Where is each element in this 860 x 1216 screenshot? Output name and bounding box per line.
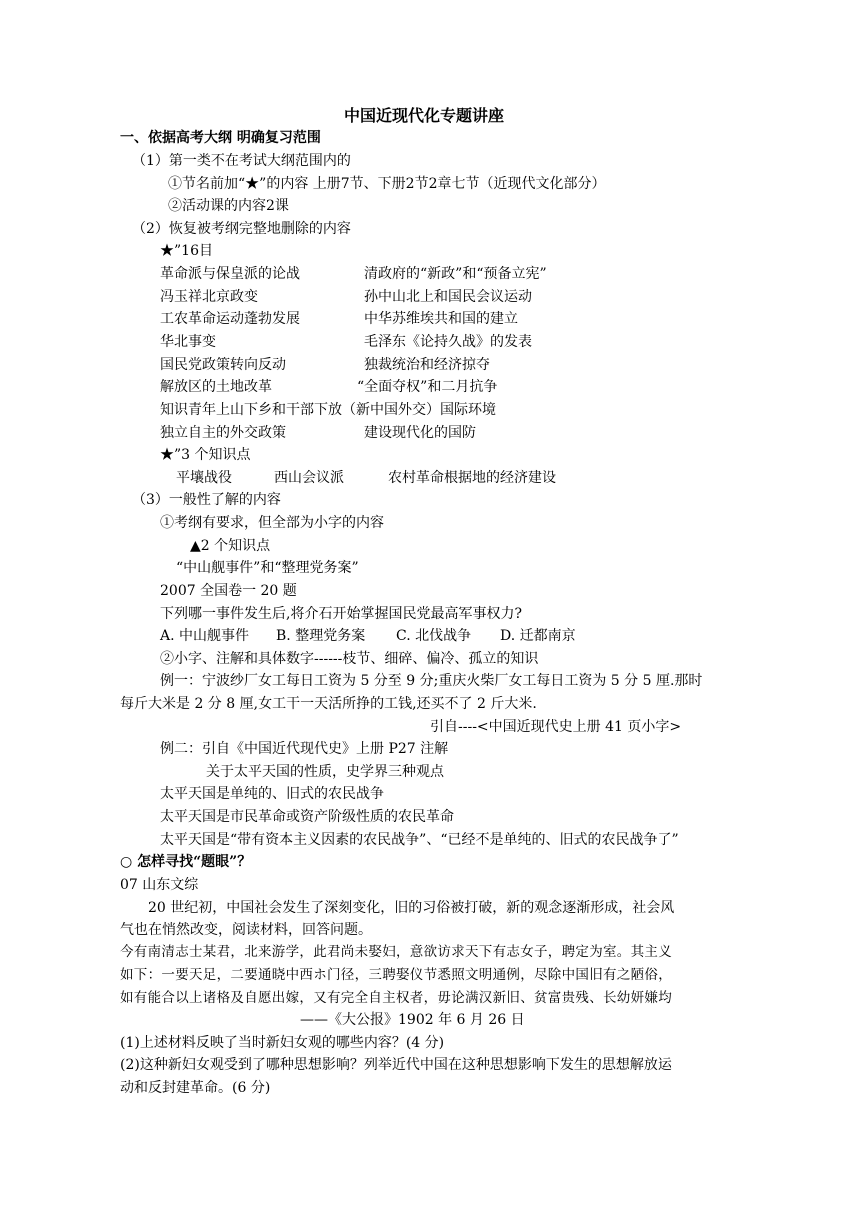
deleted-item: 孙中山北上和国民会议运动 bbox=[364, 289, 532, 305]
example-1-source: 引自----<中国近现代史上册 41 页小字> bbox=[430, 719, 682, 735]
deleted-item: 革命派与保皇派的论战 bbox=[160, 266, 300, 282]
deleted-item: 独立自主的外交政策 bbox=[160, 425, 286, 441]
section-heading-1: 一、依据高考大纲 明确复习范围 bbox=[120, 130, 321, 146]
deleted-item: 解放区的土地改革 bbox=[160, 379, 272, 395]
deleted-item: 毛泽东《论持久战》的发表 bbox=[364, 334, 532, 350]
question-1: (1)上述材料反映了当时新妇女观的哪些内容？(4 分) bbox=[120, 1035, 445, 1051]
knowledge-point: 西山会议派 bbox=[274, 470, 344, 486]
example-1-line-1: 例一：宁波纱厂女工每日工资为 5 分至 9 分;重庆火柴厂女工每日工资为 5 分 5 厘.那时 bbox=[160, 673, 703, 689]
option-c: C. 北伐战争 bbox=[396, 628, 472, 644]
intro-line-2: 气也在悄然改变，阅读材料，回答问题。 bbox=[120, 922, 372, 938]
exam-reference-2: 07 山东文综 bbox=[120, 877, 199, 893]
triangle-heading: ▲2 个知识点 bbox=[190, 538, 271, 554]
deleted-item: 工农革命运动蓬勃发展 bbox=[160, 311, 300, 327]
question-2-line-2: 动和反封建革命。(6 分) bbox=[120, 1080, 271, 1096]
deleted-item: 国民党政策转向反动 bbox=[160, 357, 286, 373]
view-item: 太平天国是单纯的、旧式的农民战争 bbox=[160, 786, 384, 802]
material-source: ——《大公报》1902 年 6 月 26 日 bbox=[300, 1012, 525, 1028]
part-2-label: （2）恢复被考纲完整地删除的内容 bbox=[132, 221, 351, 237]
deleted-item: 中华苏维埃共和国的建立 bbox=[364, 311, 518, 327]
deleted-item: “全面夺权”和二月抗争 bbox=[357, 379, 498, 395]
knowledge-point: 农村革命根据地的经济建设 bbox=[388, 470, 556, 486]
part-1-label: （1）第一类不在考试大纲范围内的 bbox=[132, 153, 351, 169]
part-3-item-2: ②小字、注解和具体数字------枝节、细碎、偏冷、孤立的知识 bbox=[160, 651, 539, 667]
option-a: A. 中山舰事件 bbox=[160, 628, 250, 644]
option-b: B. 整理党务案 bbox=[276, 628, 366, 644]
intro-line-1: 20 世纪初，中国社会发生了深刻变化，旧的习俗被打破，新的观念逐渐形成，社会风 bbox=[148, 900, 675, 916]
question-2-line-1: (2)这种新妇女观受到了哪种思想影响？列举近代中国在这种思想影响下发生的思想解放运 bbox=[120, 1057, 672, 1073]
view-item: 太平天国是“带有资本主义因素的农民战争”、“已经不是单纯的、旧式的农民战争了” bbox=[160, 832, 679, 848]
deleted-item: 知识青年上山下乡和干部下放（新中国外交）国际环境 bbox=[160, 402, 496, 418]
view-item: 太平天国是市民革命或资产阶级性质的农民革命 bbox=[160, 809, 454, 825]
example-1-line-2: 每斤大米是 2 分 8 厘,女工干一天活所挣的工钱,还买不了 2 斤大米. bbox=[120, 696, 537, 712]
deleted-item: 华北事变 bbox=[160, 334, 216, 350]
knowledge-point: 平壤战役 bbox=[176, 470, 232, 486]
option-d: D. 迁都南京 bbox=[500, 628, 576, 644]
deleted-item: 清政府的“新政”和“预备立宪” bbox=[364, 266, 547, 282]
material-line-2: 如下：一要天足，二要通晓中西ホ门径，三聘娶仪节悉照文明通例，尽除中国旧有之陋俗， bbox=[120, 967, 672, 983]
example-2: 例二：引自《中国近代现代史》上册 P27 注解 bbox=[160, 741, 449, 757]
exam-reference: 2007 全国卷一 20 题 bbox=[160, 583, 297, 599]
star-3-heading: ★”3 个知识点 bbox=[160, 447, 251, 463]
part-3-label: （3）一般性了解的内容 bbox=[132, 492, 281, 508]
part-3-item-1: ①考纲有要求，但全部为小字的内容 bbox=[160, 515, 384, 531]
section-heading-2: ○ 怎样寻找“题眼”？ bbox=[120, 854, 252, 870]
exam-question: 下列哪一事件发生后,将介石开始掌握国民党最高军事权力? bbox=[160, 606, 522, 622]
material-line-3: 如有能合以上诸格及自愿出嫁，又有完全自主权者，毋论满汉新旧、贫富贵残、长幼妍嫌均 bbox=[120, 990, 672, 1006]
triangle-items: “中山舰事件”和“整理党务案” bbox=[176, 560, 359, 576]
deleted-item: 独裁统治和经济掠夺 bbox=[364, 357, 490, 373]
material-line-1: 今有南清志士某君，北来游学，此君尚未娶妇，意欲访求天下有志女子，聘定为室。其主义 bbox=[120, 944, 672, 960]
part-1-item-2: ②活动课的内容2课 bbox=[168, 198, 289, 214]
page-title: 中国近现代化专题讲座 bbox=[344, 106, 505, 125]
star-16-heading: ★”16目 bbox=[160, 243, 213, 259]
part-1-item-1: ①节名前加“★”的内容 上册7节、下册2节2章七节（近现代文化部分） bbox=[168, 176, 606, 192]
deleted-item: 建设现代化的国防 bbox=[364, 425, 476, 441]
example-2-sub: 关于太平天国的性质，史学界三种观点 bbox=[206, 764, 444, 780]
deleted-item: 冯玉祥北京政变 bbox=[160, 289, 258, 305]
